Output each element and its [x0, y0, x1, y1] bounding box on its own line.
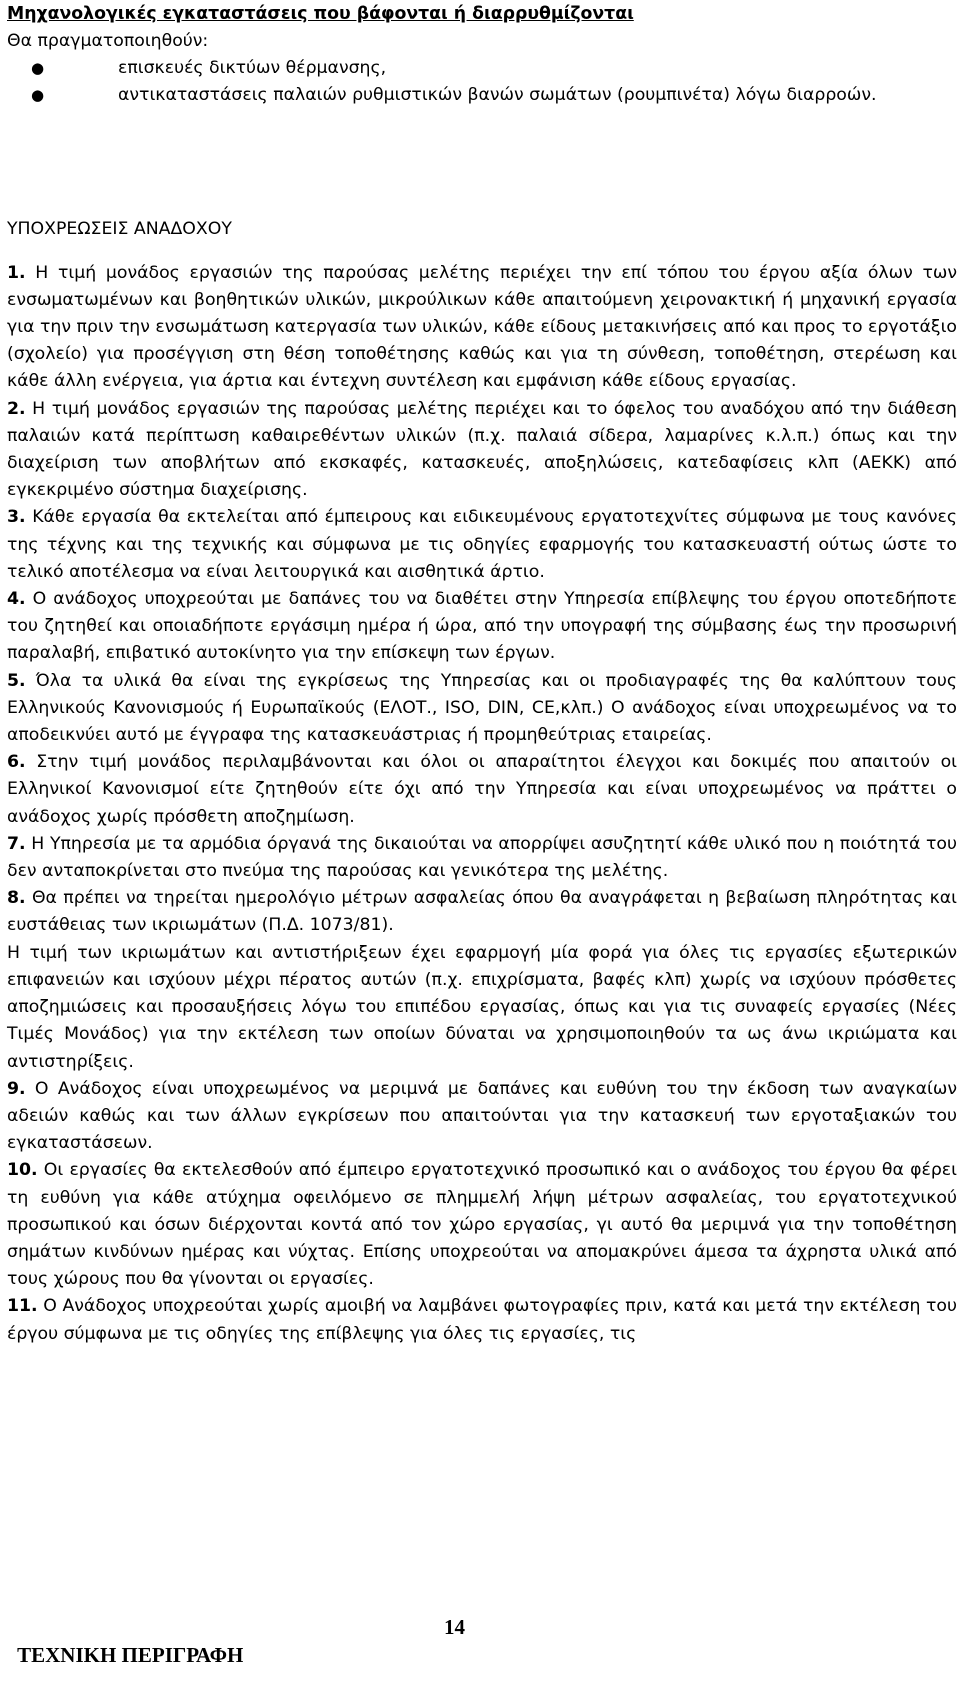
- obligation-item: [7, 749, 957, 831]
- document-page: [7, 0, 957, 1348]
- obligation-number: 8.: [7, 888, 26, 909]
- obligation-text: Ο Ανάδοχος υποχρεούται χωρίς αμοιβή να λαμβάνει φωτογραφίες πριν, κατά και μετά την εκτέλεση του έργου σύμφωνα με τις οδηγίες της επίβλεψης για όλες τις εργασίες, τις: [7, 1296, 957, 1344]
- obligation-number: 7.: [7, 833, 26, 854]
- obligations-list: [7, 260, 957, 1348]
- obligation-item: [7, 668, 957, 750]
- list-item-text: αντικαταστάσεις παλαιών ρυθμιστικών βανών σωμάτων (ρουμπινέτα) λόγω διαρροών.: [118, 85, 877, 106]
- footer-label: ΤΕΧΝΙΚΗ ΠΕΡΙΓΡΑΦΗ: [17, 1643, 244, 1667]
- obligation-item: [7, 504, 957, 586]
- bullet-icon: ●: [31, 86, 45, 105]
- section-heading: Μηχανολογικές εγκαταστάσεις που βάφονται ή διαρρυθμίζονται: [7, 4, 634, 24]
- obligation-item: [7, 940, 957, 1076]
- page-footer: [7, 1613, 607, 1697]
- list-item: [7, 82, 957, 109]
- obligation-text: Όλα τα υλικά θα είναι της εγκρίσεως της Υπηρεσίας και οι προδιαγραφές της θα καλύπτουν τους Ελληνικούς Κανονισμούς ή Ευρωπαϊκούς (ΕΛΟΤ., ISO, DIN, CE,κλπ.) Ο ανάδοχος είναι υποχρεωμένος να το αποδεικνύει αυτό με έγγραφα της κατασκευάστριας ή προμηθεύτριας εταιρείας.: [7, 670, 957, 746]
- page-number: 14: [444, 1615, 465, 1639]
- obligation-number: 4.: [7, 589, 26, 610]
- bullet-icon: ●: [31, 59, 45, 78]
- list-item: [7, 55, 957, 82]
- obligations-title: ΥΠΟΧΡΕΩΣΕΙΣ ΑΝΑΔΟΧΟΥ: [7, 218, 232, 239]
- obligation-number: 11.: [7, 1296, 38, 1317]
- obligation-text: Στην τιμή μονάδος περιλαμβάνονται και όλοι οι απαραίτητοι έλεγχοι και δοκιμές που απαιτούν οι Ελληνικοί Κανονισμοί είτε ζητηθούν είτε όχι από την Υπηρεσία και είναι υποχρεωμένος να πράττει ο ανάδοχος χωρίς πρόσθετη αποζημίωση.: [7, 752, 957, 827]
- obligation-item: [7, 831, 957, 885]
- obligation-text: Ο ανάδοχος υποχρεούται με δαπάνες του να διαθέτει στην Υπηρεσία επίβλεψης του έργου οποτεδήποτε του ζητηθεί και οποιαδήποτε εργάσιμη ημέρα ή ώρα, από την υπογραφή της σύμβασης έως την προσωρινή παραλαβή, επιβατικό αυτοκίνητο για την επίσκεψη των έργων.: [7, 589, 957, 664]
- obligation-number: 5.: [7, 670, 26, 691]
- obligation-text: Κάθε εργασία θα εκτελείται από έμπειρους και ειδικευμένους εργατοτεχνίτες σύμφωνα με τους κανόνες της τέχνης και της τεχνικής και σύμφωνα με τις οδηγίες εφαρμογής του κατασκευαστή ούτως ώστε το τελικό αποτέλεσμα να είναι λειτουργικά και αισθητικά άρτιο.: [7, 507, 957, 582]
- obligation-text: Θα πρέπει να τηρείται ημερολόγιο μέτρων ασφαλείας όπου θα αναγράφεται η βεβαίωση πληρότητας και ευστάθειας των ικριωμάτων (Π.Δ. 1073/81).: [7, 888, 957, 936]
- obligation-item: [7, 1157, 957, 1293]
- obligation-item: [7, 260, 957, 396]
- obligation-text: Η τιμή των ικριωμάτων και αντιστήριξεων έχει εφαρμογή μία φορά για όλες τις εργασίες εξωτερικών επιφανειών και ισχύουν μέχρι πέρατος αυτών (π.χ. επιχρίσματα, βαφές κλπ) χωρίς να ισχύουν πρόσθετες αποζημιώσεις και προσαυξήσεις λόγω του επιπέδου εργασίας, όπως και για τις συναφείς εργασίες (Νέες Τιμές Μονάδος) για την εκτέλεση των οποίων δύναται να χρησιμοποιηθούν τα ως άνω ικριώματα και αντιστηρίξεις.: [7, 942, 957, 1072]
- obligation-text: Η Υπηρεσία με τα αρμόδια όργανά της δικαιούται να απορρίψει ασυζητητί κάθε υλικό που η ποιότητά του δεν ανταποκρίνεται στο πνεύμα της παρούσας και γενικότερα της μελέτης.: [7, 833, 957, 882]
- obligation-number: 6.: [7, 752, 26, 773]
- list-item-text: επισκευές δικτύων θέρμανσης,: [118, 58, 387, 79]
- obligation-text: Η τιμή μονάδος εργασιών της παρούσας μελέτης περιέχει και το όφελος του αναδόχου από την διάθεση παλαιών κατά περίπτωση καθαιρεθέντων υλικών (π.χ. παλαιά σίδερα, λαμαρίνες κ.λ.π.) όπως και την διαχείριση των αποβλήτων από εκσκαφές, κατασκευές, αποξηλώσεις, κατεδαφίσεις κλπ (ΑΕΚΚ) από εγκεκριμένο σύστημα διαχείρισης.: [7, 398, 957, 501]
- obligation-number: 10.: [7, 1160, 38, 1181]
- obligation-text: Οι εργασίες θα εκτελεσθούν από έμπειρο εργατοτεχνικό προσωπικό και ο ανάδοχος του έργου θα φέρει τη ευθύνη για κάθε ατύχημα οφειλόμενο σε πλημμελή λήψη μέτρων ασφαλείας, του εργατοτεχνικού προσωπικού και όσων διέρχονται κοντά από τον χώρο εργασίας, γι αυτό θα μεριμνά για την τοποθέτηση σημάτων κινδύνων ημέρας και νύχτας. Επίσης υποχρεούται να απομακρύνει άμεσα τα άχρηστα υλικά από τους χώρους που θα γίνονται οι εργασίες.: [7, 1160, 957, 1290]
- bullet-list: [7, 55, 957, 109]
- obligation-number: 2.: [7, 398, 26, 419]
- obligation-text: Η τιμή μονάδος εργασιών της παρούσας μελέτης περιέχει την επί τόπου του έργου αξία όλων των ενσωματωμένων και βοηθητικών υλικών, μικρούλικων κάθε απαιτούμενη χειρονακτική ή μηχανική εργασία για την πριν την ενσωμάτωση κατεργασία των υλικών, κάθε είδους μετακινήσεις από και προς το εργοτάξιο (σχολείο) για προσέγγιση στη θέση τοποθέτησης καθώς και για τη σύνθεση, τοποθέτηση, στερέωση και κάθε άλλη ενέργεια, για άρτια και έντεχνη συντέλεση και εμφάνιση κάθε είδους εργασίας.: [7, 262, 957, 392]
- obligation-item: [7, 396, 957, 505]
- obligation-text: Ο Ανάδοχος είναι υποχρεωμένος να μεριμνά με δαπάνες και ευθύνη του την έκδοση των αναγκαίων αδειών καθώς και των άλλων εγκρίσεων που απαιτούνται για την κατασκευή των εργοταξιακών του εγκαταστάσεων.: [7, 1078, 957, 1154]
- intro-text: Θα πραγματοποιηθούν:: [7, 31, 209, 51]
- obligation-item: [7, 885, 957, 939]
- obligation-item: [7, 586, 957, 668]
- obligation-number: 1.: [7, 262, 26, 283]
- obligation-number: 9.: [7, 1078, 26, 1099]
- obligation-item: [7, 1293, 957, 1347]
- obligation-number: 3.: [7, 507, 26, 528]
- obligation-item: [7, 1076, 957, 1158]
